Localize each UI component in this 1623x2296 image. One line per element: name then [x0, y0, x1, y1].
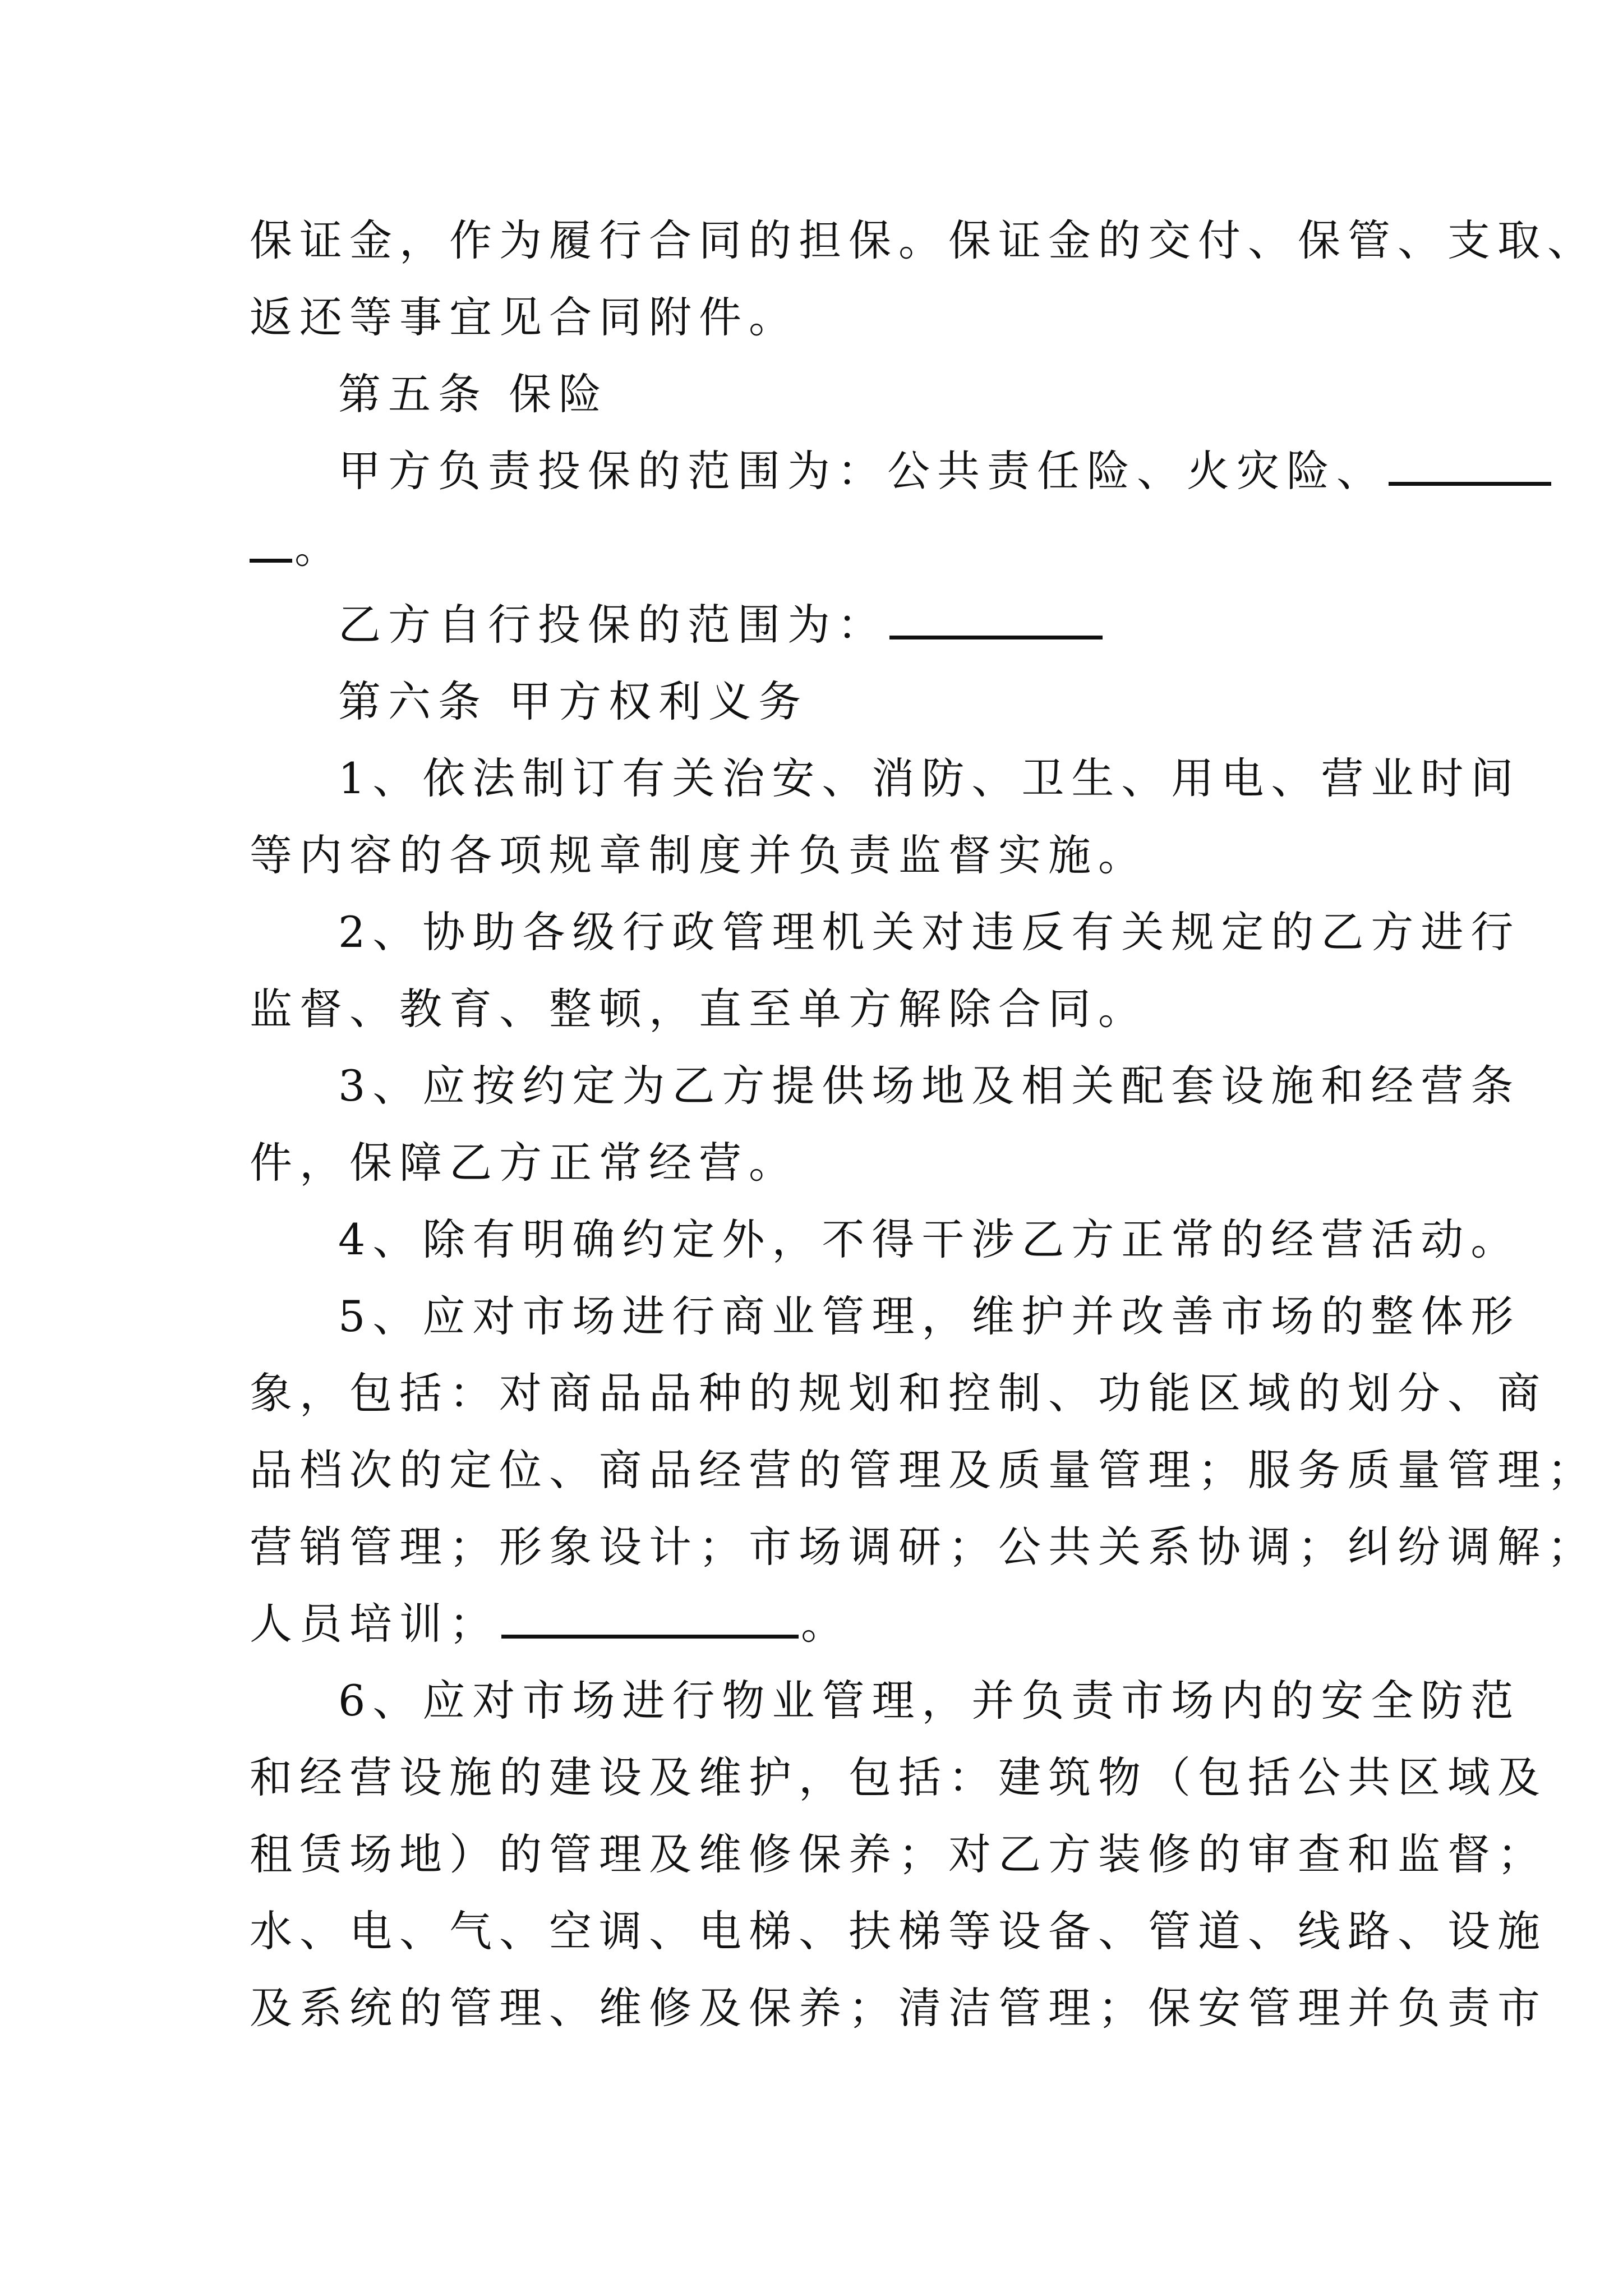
fill-in-blank	[1389, 450, 1551, 486]
text-line: 监督、教育、整顿，直至单方解除合同。	[250, 984, 1148, 1034]
text-line: 水、电、气、空调、电梯、扶梯等设备、管道、线路、设施	[250, 1906, 1547, 1956]
text-line: 6、应对市场进行物业管理，并负责市场内的安全防范	[338, 1676, 1521, 1726]
contract-text	[250, 202, 1597, 2046]
text-line: 品档次的定位、商品经营的管理及质量管理；服务质量管理；	[250, 1445, 1597, 1495]
text-line: 件，保障乙方正常经营。	[250, 1138, 799, 1188]
text-segment: 。	[294, 523, 344, 573]
text-line: 4、除有明确约定外，不得干涉乙方正常的经营活动。	[338, 1214, 1521, 1264]
text-segment: 。	[801, 1599, 851, 1649]
text-line: 象，包括：对商品品种的规划和控制、功能区域的划分、商	[250, 1368, 1547, 1418]
text-line: 租赁场地）的管理及维修保养；对乙方装修的审查和监督；	[250, 1829, 1547, 1879]
fill-in-blank	[889, 604, 1103, 639]
text-line	[250, 586, 1380, 663]
text-line: 营销管理；形象设计；市场调研；公共关系协调；纠纷调解；	[250, 1522, 1597, 1572]
text-line	[250, 509, 1380, 586]
text-segment: 人员培训；	[250, 1599, 499, 1649]
text-line: 返还等事宜见合同附件。	[250, 292, 799, 342]
section-heading: 第五条 保险	[338, 369, 609, 419]
text-segment: 甲方负责投保的范围为：公共责任险、火灾险、	[338, 446, 1386, 496]
section-heading: 第六条 甲方权利义务	[338, 677, 809, 726]
text-segment: 乙方自行投保的范围为：	[338, 600, 887, 650]
text-line: 1、依法制订有关治安、消防、卫生、用电、营业时间	[338, 753, 1521, 803]
text-line: 等内容的各项规章制度并负责监督实施。	[250, 830, 1148, 880]
text-line: 和经营设施的建设及维护，包括：建筑物（包括公共区域及	[250, 1752, 1547, 1802]
text-line: 及系统的管理、维修及保养；清洁管理；保安管理并负责市	[250, 1983, 1547, 2033]
text-line	[250, 432, 1386, 509]
text-line	[250, 1585, 1380, 1662]
text-line: 2、协助各级行政管理机关对违反有关规定的乙方进行	[338, 907, 1521, 957]
text-line: 5、应对市场进行商业管理，维护并改善市场的整体形	[338, 1291, 1521, 1341]
text-line: 保证金，作为履行合同的担保。保证金的交付、保管、支取、	[250, 215, 1597, 265]
text-line: 3、应按约定为乙方提供场地及相关配套设施和经营条	[338, 1061, 1521, 1111]
fill-in-blank	[501, 1603, 799, 1639]
fill-in-blank	[250, 527, 292, 563]
